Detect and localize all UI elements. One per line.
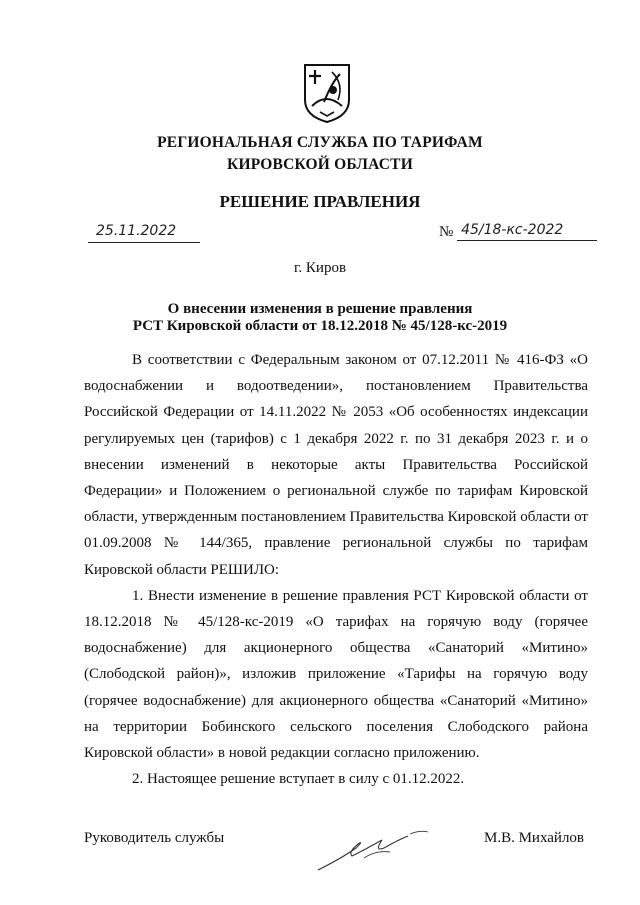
city: г. Киров [293, 260, 347, 276]
decision-number-value: 45/18-кс-2022 [461, 222, 564, 238]
org-name-line1: РЕГИОНАЛЬНАЯ СЛУЖБА ПО ТАРИФАМ [157, 134, 483, 151]
document-type-title: РЕШЕНИЕ ПРАВЛЕНИЯ [219, 192, 421, 211]
decision-date [88, 224, 200, 243]
decision-date-value: 25.11.2022 [96, 223, 177, 239]
body-paragraph-1: В соответствии с Федеральным законом от 07.12.2011 № 416-ФЗ «О водоснабжении и водоотведении», постановлением Правительства Российской Федерации от 14.11.2022 № 2053 «Об особенностях индексации регулируемых цен (тарифов) с 1 декабря 2022 г. по 31 декабря 2023 г. и о внесении изменений в некоторые акты Правительства Российской Федерации» и Положением о региональной службе по тарифам Кировской области, утвержденным постановлением Правительства Кировской области от 01.09.2008 № 144/365, правление региональной службы по тарифам Кировской области РЕШИЛО: [84, 352, 588, 578]
subject-line2: РСТ Кировской области от 18.12.2018 № 45/128-кс-2019 [132, 318, 508, 334]
number-sign: № [439, 224, 454, 240]
org-name-line2: КИРОВСКОЙ ОБЛАСТИ [227, 156, 413, 173]
subject-line1: О внесении изменения в решение правления [167, 301, 473, 317]
signatory-position: Руководитель службы [84, 830, 225, 846]
body-paragraph-3: 2. Настоящее решение вступает в силу с 01.12.2022. [132, 771, 465, 788]
body-paragraph-2: 1. Внести изменение в решение правления РСТ Кировской области от 18.12.2018 № 45/128-кс-2019 «О тарифах на горячую воду (горячее водоснабжение) для акционерного общества «Санаторий «Митино» (Слободской район)», изложив приложение «Тарифы на горячую воду (горячее водоснабжение) для акционерного общества «Санаторий «Митино» на территории Бобинского сельского поселения Слободского района Кировской области» в новой редакции согласно приложению. [84, 587, 588, 762]
decision-number [439, 222, 597, 241]
handwritten-signature [312, 818, 442, 878]
signatory-name: М.В. Михайлов [484, 830, 585, 846]
document-subject [0, 301, 640, 335]
coat-of-arms-emblem [302, 62, 352, 124]
document-body [84, 347, 588, 792]
